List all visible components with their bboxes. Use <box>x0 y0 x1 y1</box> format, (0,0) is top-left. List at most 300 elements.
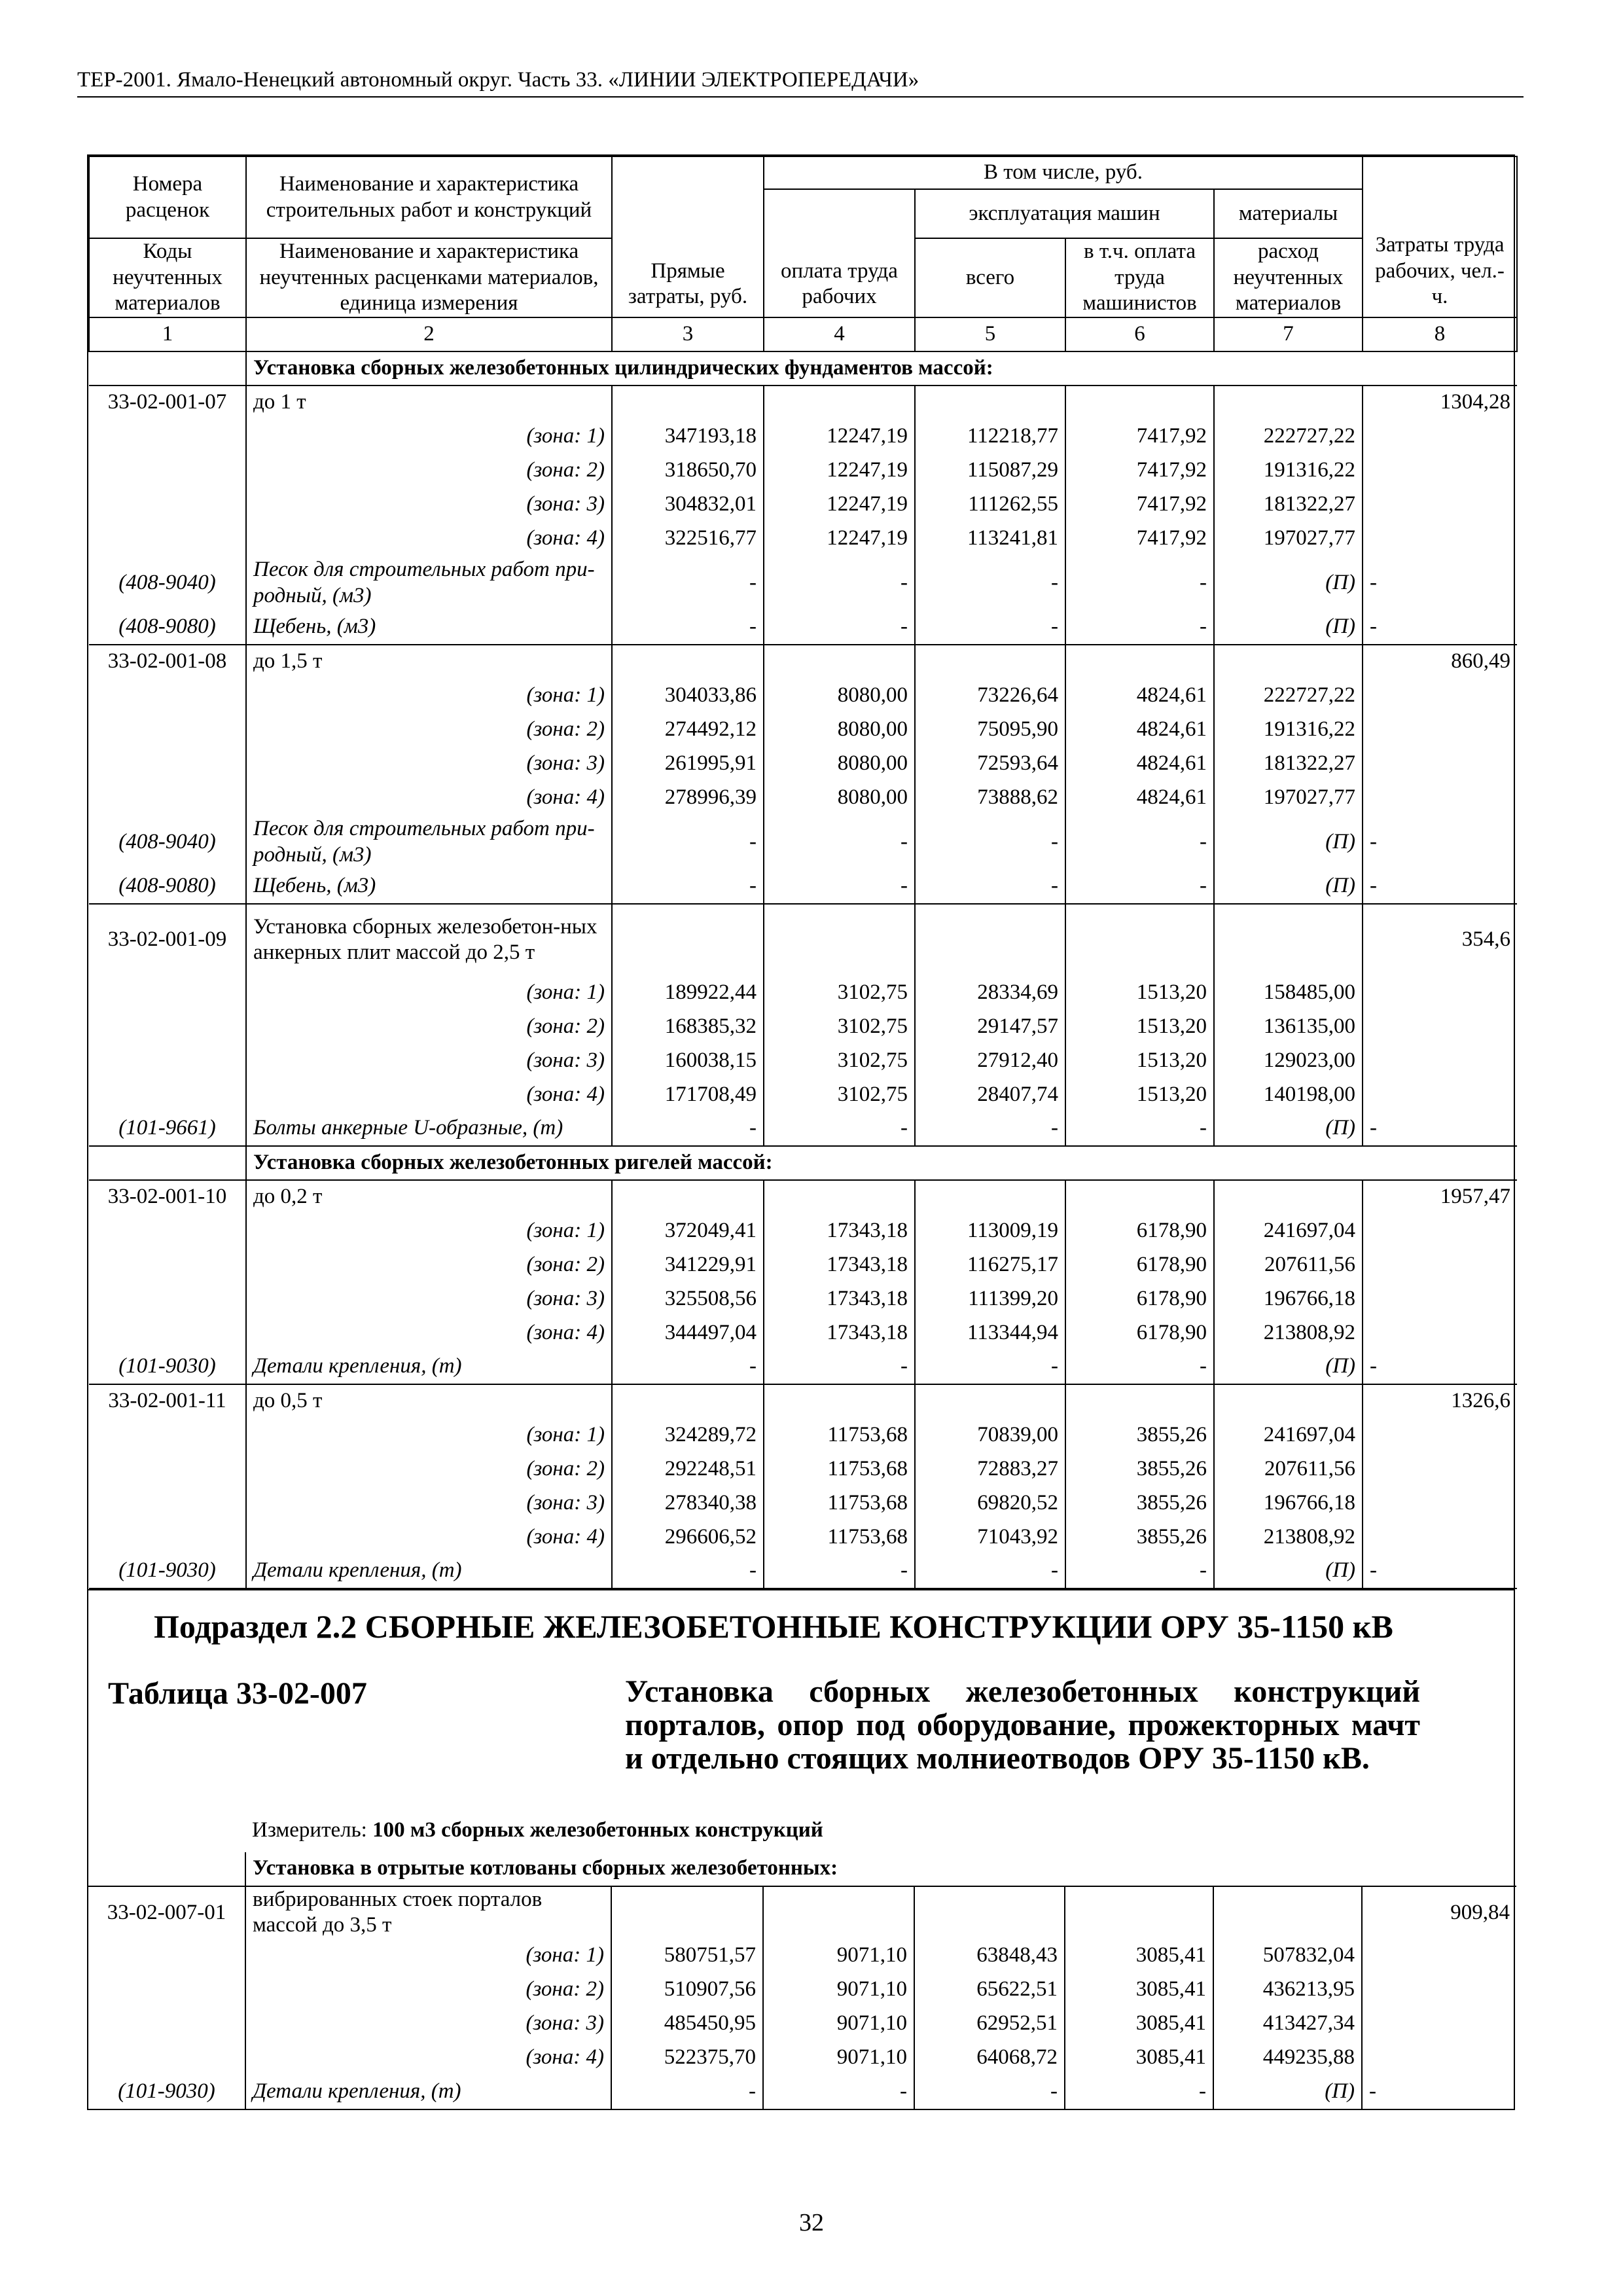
dash-cell: - <box>612 1112 764 1146</box>
empty-cell <box>89 1078 246 1112</box>
empty-cell <box>612 1384 764 1418</box>
empty-cell <box>1363 713 1517 747</box>
empty-cell <box>88 1973 245 2007</box>
colnum-3: 3 <box>612 317 764 351</box>
material-code: (101-9030) <box>89 1554 246 1588</box>
zone-row <box>89 747 1517 781</box>
zone-row <box>89 454 1517 488</box>
col-codes: Коды неучтенных материалов <box>89 238 246 317</box>
cost-value: 3085,41 <box>1065 2041 1213 2075</box>
empty-cell <box>89 1010 246 1044</box>
dash-cell: - <box>764 611 915 645</box>
cost-value: 191316,22 <box>1214 713 1363 747</box>
zone-label: (зона: 1) <box>246 976 612 1010</box>
rate-row <box>89 386 1517 420</box>
colnum-6: 6 <box>1065 317 1214 351</box>
col-consumption: расход неучтенных материалов <box>1214 238 1363 317</box>
material-p-mark: (П) <box>1214 870 1363 904</box>
cost-value: 304033,86 <box>612 679 764 713</box>
empty-cell <box>1362 2041 1516 2075</box>
cost-value: 17343,18 <box>764 1316 915 1350</box>
cost-value: 1513,20 <box>1065 1044 1214 1078</box>
zone-label: (зона: 3) <box>245 2007 611 2041</box>
col-rate-no: Номера расценок <box>89 156 246 238</box>
zone-label: (зона: 3) <box>246 1486 612 1520</box>
cost-value: 9071,10 <box>763 1973 914 2007</box>
empty-cell <box>611 1886 763 1939</box>
empty-cell <box>1363 1452 1517 1486</box>
section-title: Установка в отрытые котлованы сборных железобетонных: <box>245 1852 1516 1886</box>
rate-name: до 0,5 т <box>246 1384 612 1418</box>
cost-value: 140198,00 <box>1214 1078 1363 1112</box>
empty-cell <box>1214 1384 1363 1418</box>
dash-cell: - <box>1065 556 1214 611</box>
empty-cell <box>914 1886 1065 1939</box>
colnum-1: 1 <box>89 317 246 351</box>
empty-cell <box>89 420 246 454</box>
zone-row <box>89 1248 1517 1282</box>
empty-cell <box>764 645 915 679</box>
rate-code: 33-02-001-10 <box>89 1180 246 1214</box>
cost-value: 292248,51 <box>612 1452 764 1486</box>
price-table-grid-2 <box>88 1852 1516 2109</box>
cost-value: 261995,91 <box>612 747 764 781</box>
empty-cell <box>89 1486 246 1520</box>
col-mat-name: Наименование и характеристика неучтенных расценками материалов, единица измерения <box>246 238 612 317</box>
cost-value: 207611,56 <box>1214 1452 1363 1486</box>
cost-value: 304832,01 <box>612 488 764 522</box>
empty-cell <box>1362 1939 1516 1973</box>
colnum-4: 4 <box>764 317 915 351</box>
empty-cell <box>1363 1316 1517 1350</box>
empty-cell <box>88 1939 245 1973</box>
cost-value: 278340,38 <box>612 1486 764 1520</box>
cost-value: 111262,55 <box>915 488 1065 522</box>
zone-row <box>89 522 1517 556</box>
cost-value: 7417,92 <box>1065 488 1214 522</box>
cost-value: 73226,64 <box>915 679 1065 713</box>
dash-cell: - <box>1369 2079 1376 2104</box>
zone-row <box>89 1078 1517 1112</box>
zone-label: (зона: 4) <box>245 2041 611 2075</box>
zone-row <box>89 976 1517 1010</box>
rate-code: 33-02-001-08 <box>89 645 246 679</box>
empty-cell <box>1214 1180 1363 1214</box>
material-p-mark: (П) <box>1214 815 1363 870</box>
cost-value: 171708,49 <box>612 1078 764 1112</box>
zone-row <box>89 1316 1517 1350</box>
col-total: всего <box>915 238 1065 317</box>
cost-value: 4824,61 <box>1065 747 1214 781</box>
cost-value: 29147,57 <box>915 1010 1065 1044</box>
dash-cell: - <box>1363 1112 1517 1146</box>
cost-value: 296606,52 <box>612 1520 764 1554</box>
cost-value: 4824,61 <box>1065 781 1214 815</box>
dash-cell: - <box>915 1350 1065 1384</box>
dash-cell: - <box>1363 1350 1517 1384</box>
cost-value: 11753,68 <box>764 1486 915 1520</box>
cost-value: 111399,20 <box>915 1282 1065 1316</box>
cost-value: 17343,18 <box>764 1248 915 1282</box>
colnum-5: 5 <box>915 317 1065 351</box>
empty-cell <box>1363 1486 1517 1520</box>
rate-name: до 0,2 т <box>246 1180 612 1214</box>
cost-value: 181322,27 <box>1214 747 1363 781</box>
zone-label: (зона: 4) <box>246 781 612 815</box>
cost-value: 3855,26 <box>1065 1486 1214 1520</box>
section-header-row <box>89 1146 1517 1180</box>
material-code: (101-9030) <box>88 2075 245 2109</box>
zone-label: (зона: 4) <box>246 522 612 556</box>
zone-row <box>89 420 1517 454</box>
cost-value: 9071,10 <box>763 1939 914 1973</box>
zone-label: (зона: 1) <box>246 1214 612 1248</box>
empty-cell <box>89 1418 246 1452</box>
zone-label: (зона: 2) <box>246 1248 612 1282</box>
cost-value: 322516,77 <box>612 522 764 556</box>
col-direct: Прямые затраты, руб. <box>612 156 764 317</box>
cost-value: 113344,94 <box>915 1316 1065 1350</box>
cost-value: 112218,77 <box>915 420 1065 454</box>
cost-value: 27912,40 <box>915 1044 1065 1078</box>
cost-value: 12247,19 <box>764 488 915 522</box>
zone-label: (зона: 2) <box>246 713 612 747</box>
material-code: (408-9040) <box>89 556 246 611</box>
material-p-mark: (П) <box>1213 2075 1362 2109</box>
empty-cell <box>612 645 764 679</box>
zone-row <box>89 1418 1517 1452</box>
empty-cell <box>1065 645 1214 679</box>
dash-cell: - <box>764 1112 915 1146</box>
cost-value: 69820,52 <box>915 1486 1065 1520</box>
material-name: Песок для строительных работ при-родный, (м3) <box>246 556 612 611</box>
cost-value: 3085,41 <box>1065 2007 1213 2041</box>
column-numbers-row <box>89 317 1517 351</box>
dash-cell: - <box>1363 611 1517 645</box>
dash-cell: - <box>612 611 764 645</box>
dash-cell: - <box>611 2075 763 2109</box>
empty-cell <box>915 386 1065 420</box>
material-code: (408-9080) <box>89 870 246 904</box>
cost-value: 324289,72 <box>612 1418 764 1452</box>
zone-label: (зона: 3) <box>246 747 612 781</box>
section-title: Установка сборных железобетонных цилиндрических фундаментов массой: <box>246 351 1517 386</box>
empty-cell <box>89 522 246 556</box>
empty-cell <box>1065 1886 1213 1939</box>
col-work-name: Наименование и характеристика строительных работ и конструкций <box>246 156 612 238</box>
cost-value: 73888,62 <box>915 781 1065 815</box>
empty-cell <box>1213 1886 1362 1939</box>
cost-value: 4824,61 <box>1065 713 1214 747</box>
cost-value: 11753,68 <box>764 1520 915 1554</box>
cost-value: 341229,91 <box>612 1248 764 1282</box>
subsection-title: Подраздел 2.2 СБОРНЫЕ ЖЕЛЕЗОБЕТОННЫЕ КОНСТРУКЦИИ ОРУ 35-1150 кВ <box>154 1607 1393 1645</box>
cost-value: 115087,29 <box>915 454 1065 488</box>
dash-cell: - <box>1065 1112 1214 1146</box>
dash-cell: - <box>764 1554 915 1588</box>
empty-cell <box>915 1384 1065 1418</box>
section-header-row <box>89 351 1517 386</box>
cost-value: 1513,20 <box>1065 1010 1214 1044</box>
cost-value: 6178,90 <box>1065 1282 1214 1316</box>
section-code-cell <box>89 1146 246 1180</box>
material-row <box>89 1112 1517 1146</box>
empty-cell <box>88 2007 245 2041</box>
cost-value: 28407,74 <box>915 1078 1065 1112</box>
rate-row <box>89 904 1517 976</box>
material-row <box>88 2075 1516 2109</box>
price-table-grid <box>88 156 1518 1589</box>
empty-cell <box>1065 1180 1214 1214</box>
empty-cell <box>89 1316 246 1350</box>
empty-cell <box>1362 2007 1516 2041</box>
cost-value: 196766,18 <box>1214 1282 1363 1316</box>
empty-cell <box>612 386 764 420</box>
empty-cell <box>612 1180 764 1214</box>
labor-cost-value: 1957,47 <box>1440 1185 1511 1209</box>
empty-cell <box>612 904 764 976</box>
cost-value: 168385,32 <box>612 1010 764 1044</box>
zone-row <box>89 1452 1517 1486</box>
empty-cell <box>89 1214 246 1248</box>
rate-row <box>89 1384 1517 1418</box>
material-row <box>89 870 1517 904</box>
dash-cell: - <box>764 815 915 870</box>
empty-cell <box>763 1886 914 1939</box>
empty-cell <box>1363 781 1517 815</box>
dash-cell: - <box>1363 1554 1517 1588</box>
zone-row <box>89 1044 1517 1078</box>
cost-value: 136135,00 <box>1214 1010 1363 1044</box>
cost-value: 222727,22 <box>1214 420 1363 454</box>
dash-cell: - <box>612 556 764 611</box>
material-name: Щебень, (м3) <box>246 611 612 645</box>
empty-cell <box>89 713 246 747</box>
colnum-8: 8 <box>1363 317 1517 351</box>
cost-value: 17343,18 <box>764 1282 915 1316</box>
cost-value: 8080,00 <box>764 713 915 747</box>
cost-value: 510907,56 <box>611 1973 763 2007</box>
cost-value: 181322,27 <box>1214 488 1363 522</box>
empty-cell <box>1214 386 1363 420</box>
empty-cell <box>1363 1520 1517 1554</box>
empty-cell <box>89 488 246 522</box>
dash-cell: - <box>1065 870 1214 904</box>
rate-row <box>89 1180 1517 1214</box>
cost-value: 241697,04 <box>1214 1214 1363 1248</box>
cost-value: 70839,00 <box>915 1418 1065 1452</box>
cost-value: 65622,51 <box>914 1973 1065 2007</box>
empty-cell <box>764 1384 915 1418</box>
dash-cell: - <box>1065 611 1214 645</box>
empty-cell <box>89 454 246 488</box>
cost-value: 113009,19 <box>915 1214 1065 1248</box>
dash-cell: - <box>1370 829 1378 853</box>
material-name: Щебень, (м3) <box>246 870 612 904</box>
cost-value: 3085,41 <box>1065 1939 1213 1973</box>
zone-label: (зона: 1) <box>246 420 612 454</box>
zone-label: (зона: 2) <box>245 1973 611 2007</box>
zone-row <box>88 2041 1516 2075</box>
rate-code: 33-02-007-01 <box>88 1886 245 1939</box>
cost-value: 11753,68 <box>764 1418 915 1452</box>
zone-row <box>89 679 1517 713</box>
price-table <box>87 154 1515 2110</box>
material-row <box>89 1350 1517 1384</box>
empty-cell <box>1363 976 1517 1010</box>
rate-code: 33-02-001-09 <box>89 904 246 976</box>
cost-value: 3102,75 <box>764 1010 915 1044</box>
cost-value: 12247,19 <box>764 522 915 556</box>
empty-cell <box>88 2041 245 2075</box>
material-name: Детали крепления, (т) <box>246 1554 612 1588</box>
running-header: ТЕР-2001. Ямало-Ненецкий автономный округ. Часть 33. «ЛИНИИ ЭЛЕКТРОПЕРЕДАЧИ» <box>77 68 1524 98</box>
empty-cell <box>1363 488 1517 522</box>
cost-value: 17343,18 <box>764 1214 915 1248</box>
cost-value: 318650,70 <box>612 454 764 488</box>
zone-row <box>89 781 1517 815</box>
rate-row <box>88 1886 1516 1939</box>
material-code: (101-9030) <box>89 1350 246 1384</box>
material-name: Песок для строительных работ при-родный, (м3) <box>246 815 612 870</box>
cost-value: 344497,04 <box>612 1316 764 1350</box>
cost-value: 372049,41 <box>612 1214 764 1248</box>
labor-cost-value: 1326,6 <box>1451 1389 1511 1413</box>
dash-cell: - <box>612 815 764 870</box>
dash-cell: - <box>915 1112 1065 1146</box>
empty-cell <box>1363 1010 1517 1044</box>
empty-cell <box>1363 522 1517 556</box>
zone-label: (зона: 4) <box>246 1520 612 1554</box>
rate-name: Установка сборных железобетон-ных анкерных плит массой до 2,5 т <box>246 904 612 976</box>
material-code: (408-9080) <box>89 611 246 645</box>
col-incl-mach: в т.ч. оплата труда машинистов <box>1065 238 1214 317</box>
cost-value: 196766,18 <box>1214 1486 1363 1520</box>
zone-row <box>89 713 1517 747</box>
cost-value: 3855,26 <box>1065 1418 1214 1452</box>
cost-value: 6178,90 <box>1065 1248 1214 1282</box>
cost-value: 64068,72 <box>914 2041 1065 2075</box>
cost-value: 63848,43 <box>914 1939 1065 1973</box>
dash-cell: - <box>1065 815 1214 870</box>
dash-cell: - <box>915 611 1065 645</box>
zone-row <box>89 1010 1517 1044</box>
cost-value: 213808,92 <box>1214 1316 1363 1350</box>
cost-value: 347193,18 <box>612 420 764 454</box>
cost-value: 191316,22 <box>1214 454 1363 488</box>
material-row <box>89 556 1517 611</box>
zone-row <box>88 2007 1516 2041</box>
cost-value: 325508,56 <box>612 1282 764 1316</box>
empty-cell <box>1363 1248 1517 1282</box>
col-machines: эксплуатация машин <box>915 189 1214 238</box>
material-code: (408-9040) <box>89 815 246 870</box>
dash-cell: - <box>915 815 1065 870</box>
cost-value: 129023,00 <box>1214 1044 1363 1078</box>
cost-value: 197027,77 <box>1214 522 1363 556</box>
material-row <box>89 1554 1517 1588</box>
dash-cell: - <box>914 2075 1065 2109</box>
zone-label: (зона: 2) <box>246 1452 612 1486</box>
empty-cell <box>764 1180 915 1214</box>
cost-value: 7417,92 <box>1065 420 1214 454</box>
cost-value: 3855,26 <box>1065 1520 1214 1554</box>
material-p-mark: (П) <box>1214 1350 1363 1384</box>
dash-cell: - <box>1065 1350 1214 1384</box>
rate-name: до 1,5 т <box>246 645 612 679</box>
colnum-7: 7 <box>1214 317 1363 351</box>
empty-cell <box>1363 1214 1517 1248</box>
zone-label: (зона: 4) <box>246 1316 612 1350</box>
cost-value: 9071,10 <box>763 2041 914 2075</box>
rate-code: 33-02-001-07 <box>89 386 246 420</box>
zone-label: (зона: 3) <box>246 1044 612 1078</box>
zone-row <box>88 1939 1516 1973</box>
empty-cell <box>1065 904 1214 976</box>
col-labor-cost: Затраты труда рабочих, чел.-ч. <box>1363 156 1517 317</box>
labor-cost-value: 860,49 <box>1451 649 1511 673</box>
zone-label: (зона: 1) <box>246 1418 612 1452</box>
material-row <box>89 611 1517 645</box>
cost-value: 7417,92 <box>1065 522 1214 556</box>
labor-cost-value: 1304,28 <box>1440 390 1511 414</box>
cost-value: 11753,68 <box>764 1452 915 1486</box>
material-name: Детали крепления, (т) <box>246 1350 612 1384</box>
dash-cell: - <box>1065 2075 1213 2109</box>
empty-cell <box>89 747 246 781</box>
cost-value: 507832,04 <box>1213 1939 1362 1973</box>
cost-value: 485450,95 <box>611 2007 763 2041</box>
empty-cell <box>1363 747 1517 781</box>
section-header-row <box>88 1852 1516 1886</box>
cost-value: 580751,57 <box>611 1939 763 1973</box>
col-labor-pay: оплата труда рабочих <box>764 189 915 317</box>
empty-cell <box>1065 1384 1214 1418</box>
cost-value: 158485,00 <box>1214 976 1363 1010</box>
labor-cost-value: 909,84 <box>1450 1900 1510 1924</box>
cost-value: 3085,41 <box>1065 1973 1213 2007</box>
cost-value: 6178,90 <box>1065 1214 1214 1248</box>
cost-value: 12247,19 <box>764 420 915 454</box>
empty-cell <box>1363 679 1517 713</box>
dash-cell: - <box>763 2075 914 2109</box>
material-p-mark: (П) <box>1214 1112 1363 1146</box>
zone-label: (зона: 1) <box>246 679 612 713</box>
rate-name: вибрированных стоек порталов массой до 3,5 т <box>245 1886 611 1939</box>
cost-value: 71043,92 <box>915 1520 1065 1554</box>
dash-cell: - <box>612 1350 764 1384</box>
empty-cell <box>1363 1044 1517 1078</box>
cost-value: 8080,00 <box>764 781 915 815</box>
empty-cell <box>1362 1973 1516 2007</box>
cost-value: 3102,75 <box>764 1044 915 1078</box>
dash-cell: - <box>915 1554 1065 1588</box>
zone-row <box>88 1973 1516 2007</box>
zone-row <box>89 1520 1517 1554</box>
cost-value: 8080,00 <box>764 747 915 781</box>
material-code: (101-9661) <box>89 1112 246 1146</box>
cost-value: 274492,12 <box>612 713 764 747</box>
empty-cell <box>1363 420 1517 454</box>
cost-value: 3102,75 <box>764 976 915 1010</box>
cost-value: 9071,10 <box>763 2007 914 2041</box>
cost-value: 28334,69 <box>915 976 1065 1010</box>
measure-prefix: Измеритель: <box>252 1818 367 1842</box>
col-materials: материалы <box>1214 189 1363 238</box>
cost-value: 222727,22 <box>1214 679 1363 713</box>
rate-name: до 1 т <box>246 386 612 420</box>
cost-value: 12247,19 <box>764 454 915 488</box>
